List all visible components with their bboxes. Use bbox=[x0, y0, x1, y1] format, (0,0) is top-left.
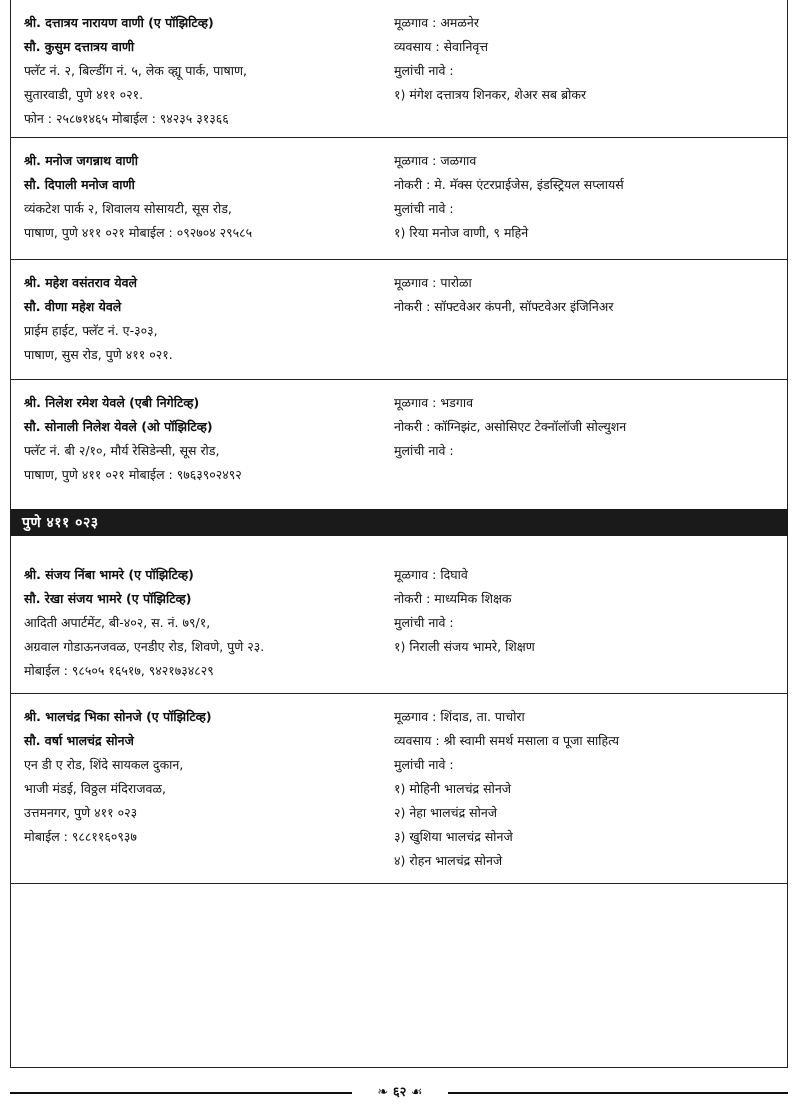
entry-left-column bbox=[24, 11, 394, 131]
children-label: मुलांची नावे : bbox=[394, 201, 454, 216]
entry-left-column bbox=[24, 149, 394, 245]
child-item: १) मोहिनी भालचंद्र सोनजे bbox=[394, 781, 512, 796]
entry-right-column bbox=[394, 149, 784, 245]
address-line: पाषाण, सुस रोड, पुणे ४११ ०२१. bbox=[24, 347, 173, 362]
husband-name: श्री. संजय निंबा भामरे (ए पॉझिटिव्ह) bbox=[24, 567, 194, 582]
wife-name: सौ. वर्षा भालचंद्र सोनजे bbox=[24, 733, 134, 748]
section-header-title: पुणे ४११ ०२३ bbox=[22, 515, 99, 531]
phone-line: फोन : २५८७१४६५ मोबाईल : ९४२३५ ३१३६६ bbox=[24, 111, 229, 126]
occupation: व्यवसाय : श्री स्वामी समर्थ मसाला व पूजा साहित्य bbox=[394, 733, 620, 748]
child-item: १) निराली संजय भामरे, शिक्षण bbox=[394, 639, 535, 654]
child-item: १) मंगेश दत्तात्रय शिनकर, शेअर सब ब्रोकर bbox=[394, 87, 587, 102]
address-phone-line: पाषाण, पुणे ४११ ०२१ मोबाईल : ९७६३९०२४९२ bbox=[24, 467, 242, 482]
husband-name: श्री. मनोज जगन्नाथ वाणी bbox=[24, 153, 138, 168]
occupation: नोकरी : सॉफ्टवेअर कंपनी, सॉफ्टवेअर इंजिनिअर bbox=[394, 299, 614, 314]
address-line: एन डी ए रोड, शिंदे सायकल दुकान, bbox=[24, 757, 184, 772]
occupation: व्यवसाय : सेवानिवृत्त bbox=[394, 39, 488, 54]
address-line: आदिती अपार्टमेंट, बी-४०२, स. नं. ७९/१, bbox=[24, 615, 211, 630]
directory-entry bbox=[10, 0, 788, 138]
address-line: फ्लॅट नं. बी २/१०, मौर्य रेसिडेन्सी, सूस रोड, bbox=[24, 443, 220, 458]
native-place: मूळगाव : जळगाव bbox=[394, 153, 477, 168]
children-label: मुलांची नावे : bbox=[394, 757, 454, 772]
footer-rule-right bbox=[445, 1092, 788, 1094]
children-label: मुलांची नावे : bbox=[394, 443, 454, 458]
address-line: अग्रवाल गोडाऊनजवळ, एनडीए रोड, शिवणे, पुणे २३. bbox=[24, 639, 265, 654]
entry-right-column bbox=[394, 563, 784, 659]
entry-left-column bbox=[24, 705, 394, 849]
husband-name: श्री. दत्तात्रय नारायण वाणी (ए पॉझिटिव्ह) bbox=[24, 15, 214, 30]
child-item: ४) रोहन भालचंद्र सोनजे bbox=[394, 853, 503, 868]
page-number: ६२ bbox=[392, 1085, 407, 1100]
ornament-right-icon: ☙ bbox=[406, 1085, 423, 1100]
children-label: मुलांची नावे : bbox=[394, 63, 454, 78]
wife-name: सौ. सोनाली निलेश येवले (ओ पॉझिटिव्ह) bbox=[24, 419, 213, 434]
wife-name: सौ. वीणा महेश येवले bbox=[24, 299, 122, 314]
native-place: मूळगाव : भडगाव bbox=[394, 395, 474, 410]
address-line: फ्लॅट नं. २, बिल्डींग नं. ५, लेक व्ह्यू पार्क, पाषाण, bbox=[24, 63, 247, 78]
page-number-ornament bbox=[352, 1082, 448, 1100]
occupation: नोकरी : मे. मॅक्स एंटरप्राईजेस, इंडस्ट्रियल सप्लायर्स bbox=[394, 177, 624, 192]
entry-right-column bbox=[394, 705, 784, 873]
phone-line: मोबाईल : ९८८११६०९३७ bbox=[24, 829, 137, 844]
wife-name: सौ. कुसुम दत्तात्रय वाणी bbox=[24, 39, 135, 54]
native-place: मूळगाव : शिंदाड, ता. पाचोरा bbox=[394, 709, 525, 724]
directory-entry bbox=[10, 380, 788, 509]
address-line: व्यंकटेश पार्क २, शिवालय सोसायटी, सूस रोड, bbox=[24, 201, 232, 216]
address-line: प्राईम हाईट, फ्लॅट नं. ए-३०३, bbox=[24, 323, 158, 338]
native-place: मूळगाव : दिघावे bbox=[394, 567, 468, 582]
directory-entry bbox=[10, 138, 788, 260]
entry-left-column bbox=[24, 391, 394, 487]
directory-entry bbox=[10, 552, 788, 694]
entry-right-column bbox=[394, 391, 784, 463]
entry-left-column bbox=[24, 563, 394, 683]
entry-right-column bbox=[394, 271, 784, 319]
husband-name: श्री. महेश वसंतराव येवले bbox=[24, 275, 138, 290]
native-place: मूळगाव : पारोळा bbox=[394, 275, 472, 290]
address-phone-line: पाषाण, पुणे ४११ ०२१ मोबाईल : ०९२७०४ २९५८५ bbox=[24, 225, 253, 240]
footer-rule-left bbox=[10, 1092, 355, 1094]
address-line: सुतारवाडी, पुणे ४११ ०२१. bbox=[24, 87, 144, 102]
husband-name: श्री. निलेश रमेश येवले (एबी निगेटिव्ह) bbox=[24, 395, 200, 410]
husband-name: श्री. भालचंद्र भिका सोनजे (ए पॉझिटिव्ह) bbox=[24, 709, 212, 724]
ornament-left-icon: ❧ bbox=[377, 1085, 393, 1100]
directory-entry bbox=[10, 694, 788, 884]
child-item: १) रिया मनोज वाणी, ९ महिने bbox=[394, 225, 529, 240]
wife-name: सौ. दिपाली मनोज वाणी bbox=[24, 177, 135, 192]
section-header-band bbox=[10, 509, 788, 536]
occupation: नोकरी : कॉग्निझंट, असोसिएट टेक्नॉलॉजी सोल्युशन bbox=[394, 419, 627, 434]
phone-line: मोबाईल : ९८५०५ १६५१७, ९४२१७३४८२९ bbox=[24, 663, 214, 678]
wife-name: सौ. रेखा संजय भामरे (ए पॉझिटिव्ह) bbox=[24, 591, 192, 606]
child-item: २) नेहा भालचंद्र सोनजे bbox=[394, 805, 498, 820]
address-line: भाजी मंडई, विठ्ठल मंदिराजवळ, bbox=[24, 781, 166, 796]
directory-entry bbox=[10, 260, 788, 380]
entry-left-column bbox=[24, 271, 394, 367]
occupation: नोकरी : माध्यमिक शिक्षक bbox=[394, 591, 512, 606]
entry-right-column bbox=[394, 11, 784, 107]
address-line: उत्तमनगर, पुणे ४११ ०२३ bbox=[24, 805, 138, 820]
native-place: मूळगाव : अमळनेर bbox=[394, 15, 479, 30]
child-item: ३) खुशिया भालचंद्र सोनजे bbox=[394, 829, 513, 844]
children-label: मुलांची नावे : bbox=[394, 615, 454, 630]
